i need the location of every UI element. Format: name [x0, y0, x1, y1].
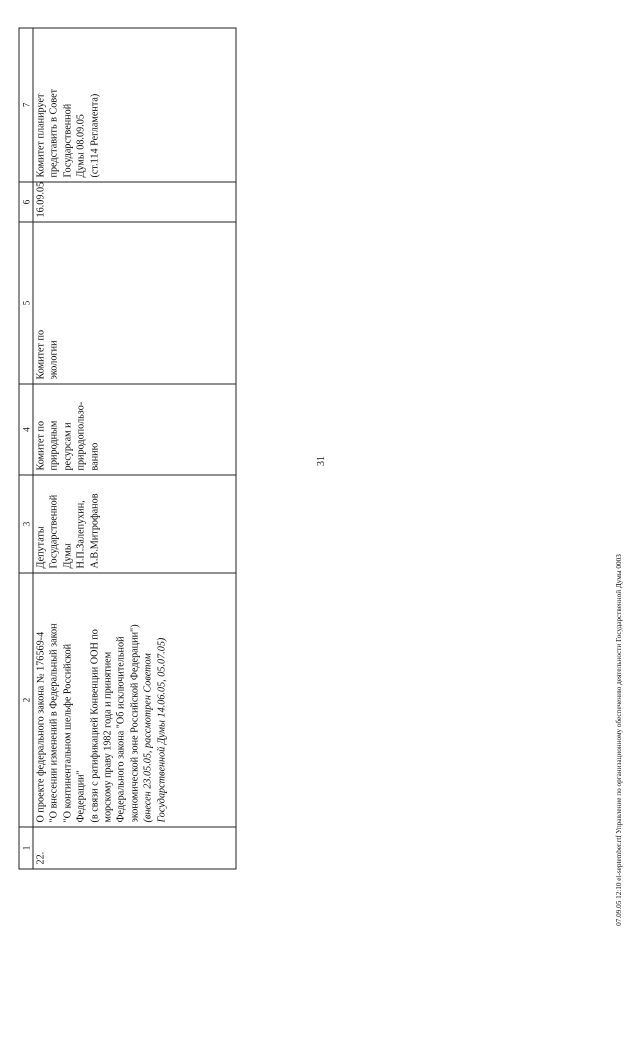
remark-line: Государственной	[61, 103, 73, 177]
committee-line: ресурсам и	[61, 421, 73, 470]
column-header: 2	[19, 573, 33, 827]
bill-table	[18, 28, 236, 869]
remark-line: Комитет планирует	[35, 93, 46, 177]
description-line: О проекте федерального закона № 176569-4	[35, 631, 46, 822]
bill-description	[33, 573, 236, 827]
author-line: А.В.Митрофанов	[88, 493, 100, 568]
column-header: 4	[19, 384, 33, 475]
description-line: Федерации"	[75, 769, 87, 822]
committee-line: природным	[48, 420, 60, 470]
co-committee	[33, 222, 236, 384]
co-committee-line: экологии	[48, 339, 60, 379]
table-header-row	[19, 28, 33, 869]
description-line: (в связи с ратификацией Конвенции ООН по	[88, 628, 100, 822]
column-header: 1	[19, 827, 33, 869]
table-row	[33, 28, 236, 869]
description-line: Федерального закона "Об исключительной	[115, 635, 127, 822]
responsible-committee	[33, 384, 236, 475]
remark-line: (ст.114 Регламента)	[88, 93, 100, 177]
remark-line: представить в Совет	[48, 88, 60, 177]
author-line: Государственной	[48, 494, 60, 568]
description-line: морскому праву 1982 года и принятием	[102, 651, 114, 822]
remarks	[33, 28, 236, 182]
description-note-line: Государственной Думы 14.06.05, 05.07.05)	[155, 637, 167, 822]
column-header: 3	[19, 475, 33, 573]
consideration-date: 16.09.05	[33, 182, 236, 222]
remark-line: Думы 08.09.05	[75, 113, 87, 177]
committee-line: ванию	[88, 442, 100, 470]
bill-authors	[33, 475, 236, 573]
author-line: Депутаты	[35, 525, 46, 568]
column-header: 5	[19, 222, 33, 384]
author-line: Н.П.Залепухин,	[75, 499, 87, 568]
committee-line: Комитет по	[35, 420, 46, 470]
page-number: 31	[316, 456, 327, 466]
description-line: экономической зоне Российской Федерации")	[128, 623, 140, 822]
committee-line: природопользо-	[75, 401, 87, 470]
author-line: Думы	[61, 542, 73, 568]
co-committee-line: Комитет по	[35, 329, 46, 379]
row-number: 22.	[33, 827, 236, 869]
description-line: "О континентальном шельфе Российской	[61, 643, 73, 822]
column-header: 6	[19, 182, 33, 222]
column-header: 7	[19, 28, 33, 182]
document-footer: 07.09.05 12:10 el-september.rtf Управление по организационному обеспечению деятельности Государственной Думы 0003	[615, 554, 623, 926]
description-note-line: (внесен 23.05.05, рассмотрен Советом	[142, 652, 154, 822]
description-line: "О внесении изменений в Федеральный закон	[48, 622, 60, 822]
